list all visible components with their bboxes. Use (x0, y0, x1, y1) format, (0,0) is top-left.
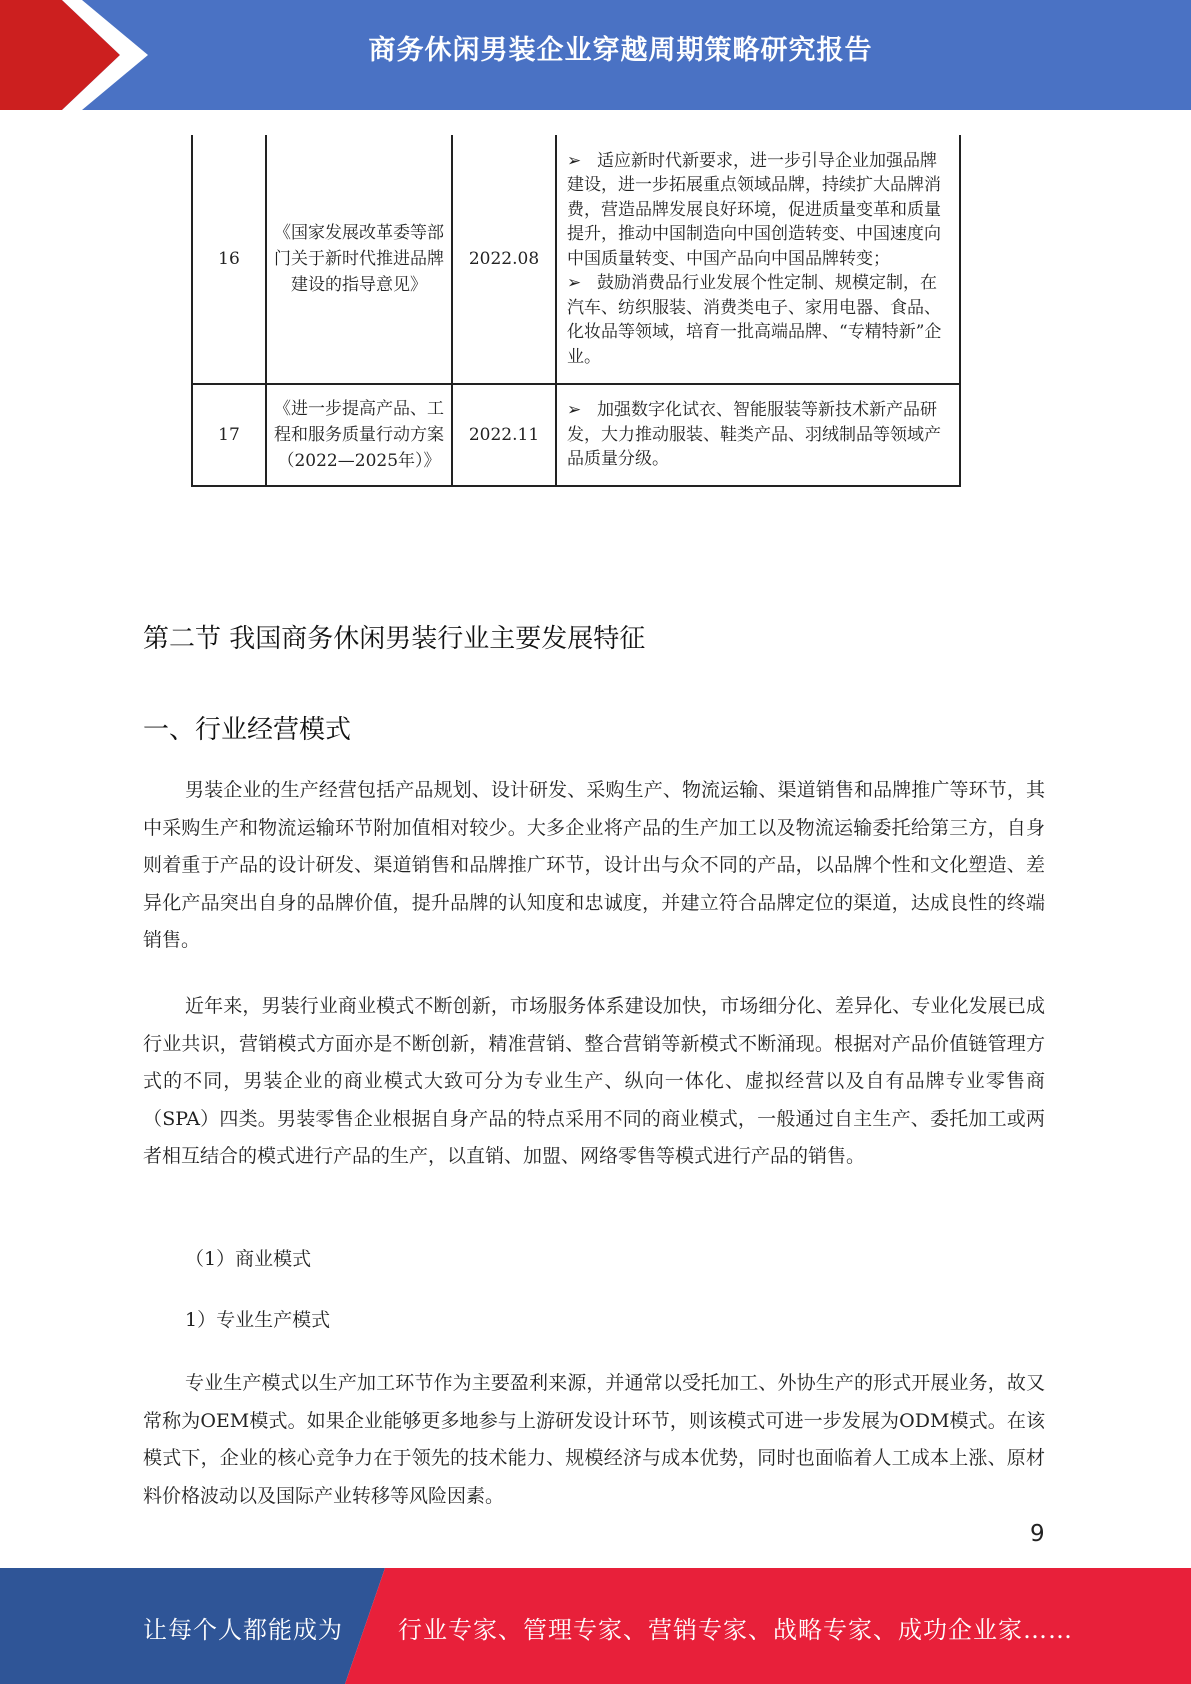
table-row (192, 384, 960, 486)
header-arrow-graphic (0, 0, 160, 110)
arrow-bullet-icon: ➢ (567, 150, 582, 171)
body-paragraph: 专业生产模式以生产加工环节作为主要盈利来源，并通常以受托加工、外协生产的形式开展业务，故又常称为OEM模式。如果企业能够更多地参与上游研发设计环节，则该模式可进一步发展为ODM模式。在该模式下，企业的核心竞争力在于领先的技术能力、规模经济与成本优势，同时也面临着人工成本上涨、原材料价格波动以及国际产业转移等风险因素。 (143, 1372, 1045, 1507)
policy-name: 《国家发展改革委等部门关于新时代推进品牌建设的指导意见》 (266, 135, 452, 384)
footer-band (0, 1568, 1191, 1684)
body-paragraph: 近年来，男装行业商业模式不断创新，市场服务体系建设加快，市场细分化、差异化、专业化发展已成行业共识，营销模式方面亦是不断创新，精准营销、整合营销等新模式不断涌现。根据对产品价值链管理方式的不同，男装企业的商业模式大致可分为专业生产、纵向一体化、虚拟经营以及自有品牌专业零售商（SPA）四类。男装零售企业根据自身产品的特点采用不同的商业模式，一般通过自主生产、委托加工或两者相互结合的模式进行产品的生产，以直销、加盟、网络零售等模式进行产品的销售。 (143, 995, 1045, 1167)
row-number: 16 (192, 135, 266, 384)
footer-slogan-right: 行业专家、管理专家、营销专家、战略专家、成功企业家…… (398, 1616, 1073, 1644)
policy-item: ➢ 适应新时代新要求，进一步引导企业加强品牌建设，进一步拓展重点领域品牌，持续扩大品牌消费，营造品牌发展良好环境，促进质量变革和质量提升，推动中国制造向中国创造转变、中国速度向中国质量转变、中国产品向中国品牌转变； (567, 150, 941, 269)
page-number: 9 (1030, 1521, 1045, 1547)
policy-item: ➢ 加强数字化试衣、智能服装等新技术新产品研发，大力推动服装、鞋类产品、羽绒制品等领域产品质量分级。 (567, 400, 941, 470)
subsection-title: 一、行业经营模式 (143, 715, 352, 745)
policy-content (556, 384, 960, 486)
sub-heading: （1）商业模式 (185, 1248, 312, 1270)
policy-table (191, 135, 961, 487)
arrow-bullet-icon: ➢ (567, 400, 582, 421)
arrow-bullet-icon: ➢ (567, 273, 582, 294)
header-band (0, 0, 1191, 110)
footer-slogan-left: 让每个人都能成为 (143, 1616, 343, 1644)
policy-date: 2022.11 (452, 384, 556, 486)
policy-name: 《进一步提高产品、工程和服务质量行动方案（2022—2025年）》 (266, 384, 452, 486)
policy-date: 2022.08 (452, 135, 556, 384)
body-paragraph: 男装企业的生产经营包括产品规划、设计研发、采购生产、物流运输、渠道销售和品牌推广等环节，其中采购生产和物流运输环节附加值相对较少。大多企业将产品的生产加工以及物流运输委托给第三方，自身则着重于产品的设计研发、渠道销售和品牌推广环节，设计出与众不同的产品，以品牌个性和文化塑造、差异化产品突出自身的品牌价值，提升品牌的认知度和忠诚度，并建立符合品牌定位的渠道，达成良性的终端销售。 (143, 779, 1045, 951)
policy-content (556, 135, 960, 384)
sub-heading: 1）专业生产模式 (185, 1309, 331, 1331)
table-row (192, 135, 960, 384)
policy-item: ➢ 鼓励消费品行业发展个性定制、规模定制，在汽车、纺织服装、消费类电子、家用电器、食品、化妆品等领域，培育一批高端品牌、“专精特新”企业。 (567, 273, 942, 367)
section-title: 第二节 我国商务休闲男装行业主要发展特征 (143, 624, 646, 654)
row-number: 17 (192, 384, 266, 486)
report-title: 商务休闲男装企业穿越周期策略研究报告 (368, 35, 873, 66)
